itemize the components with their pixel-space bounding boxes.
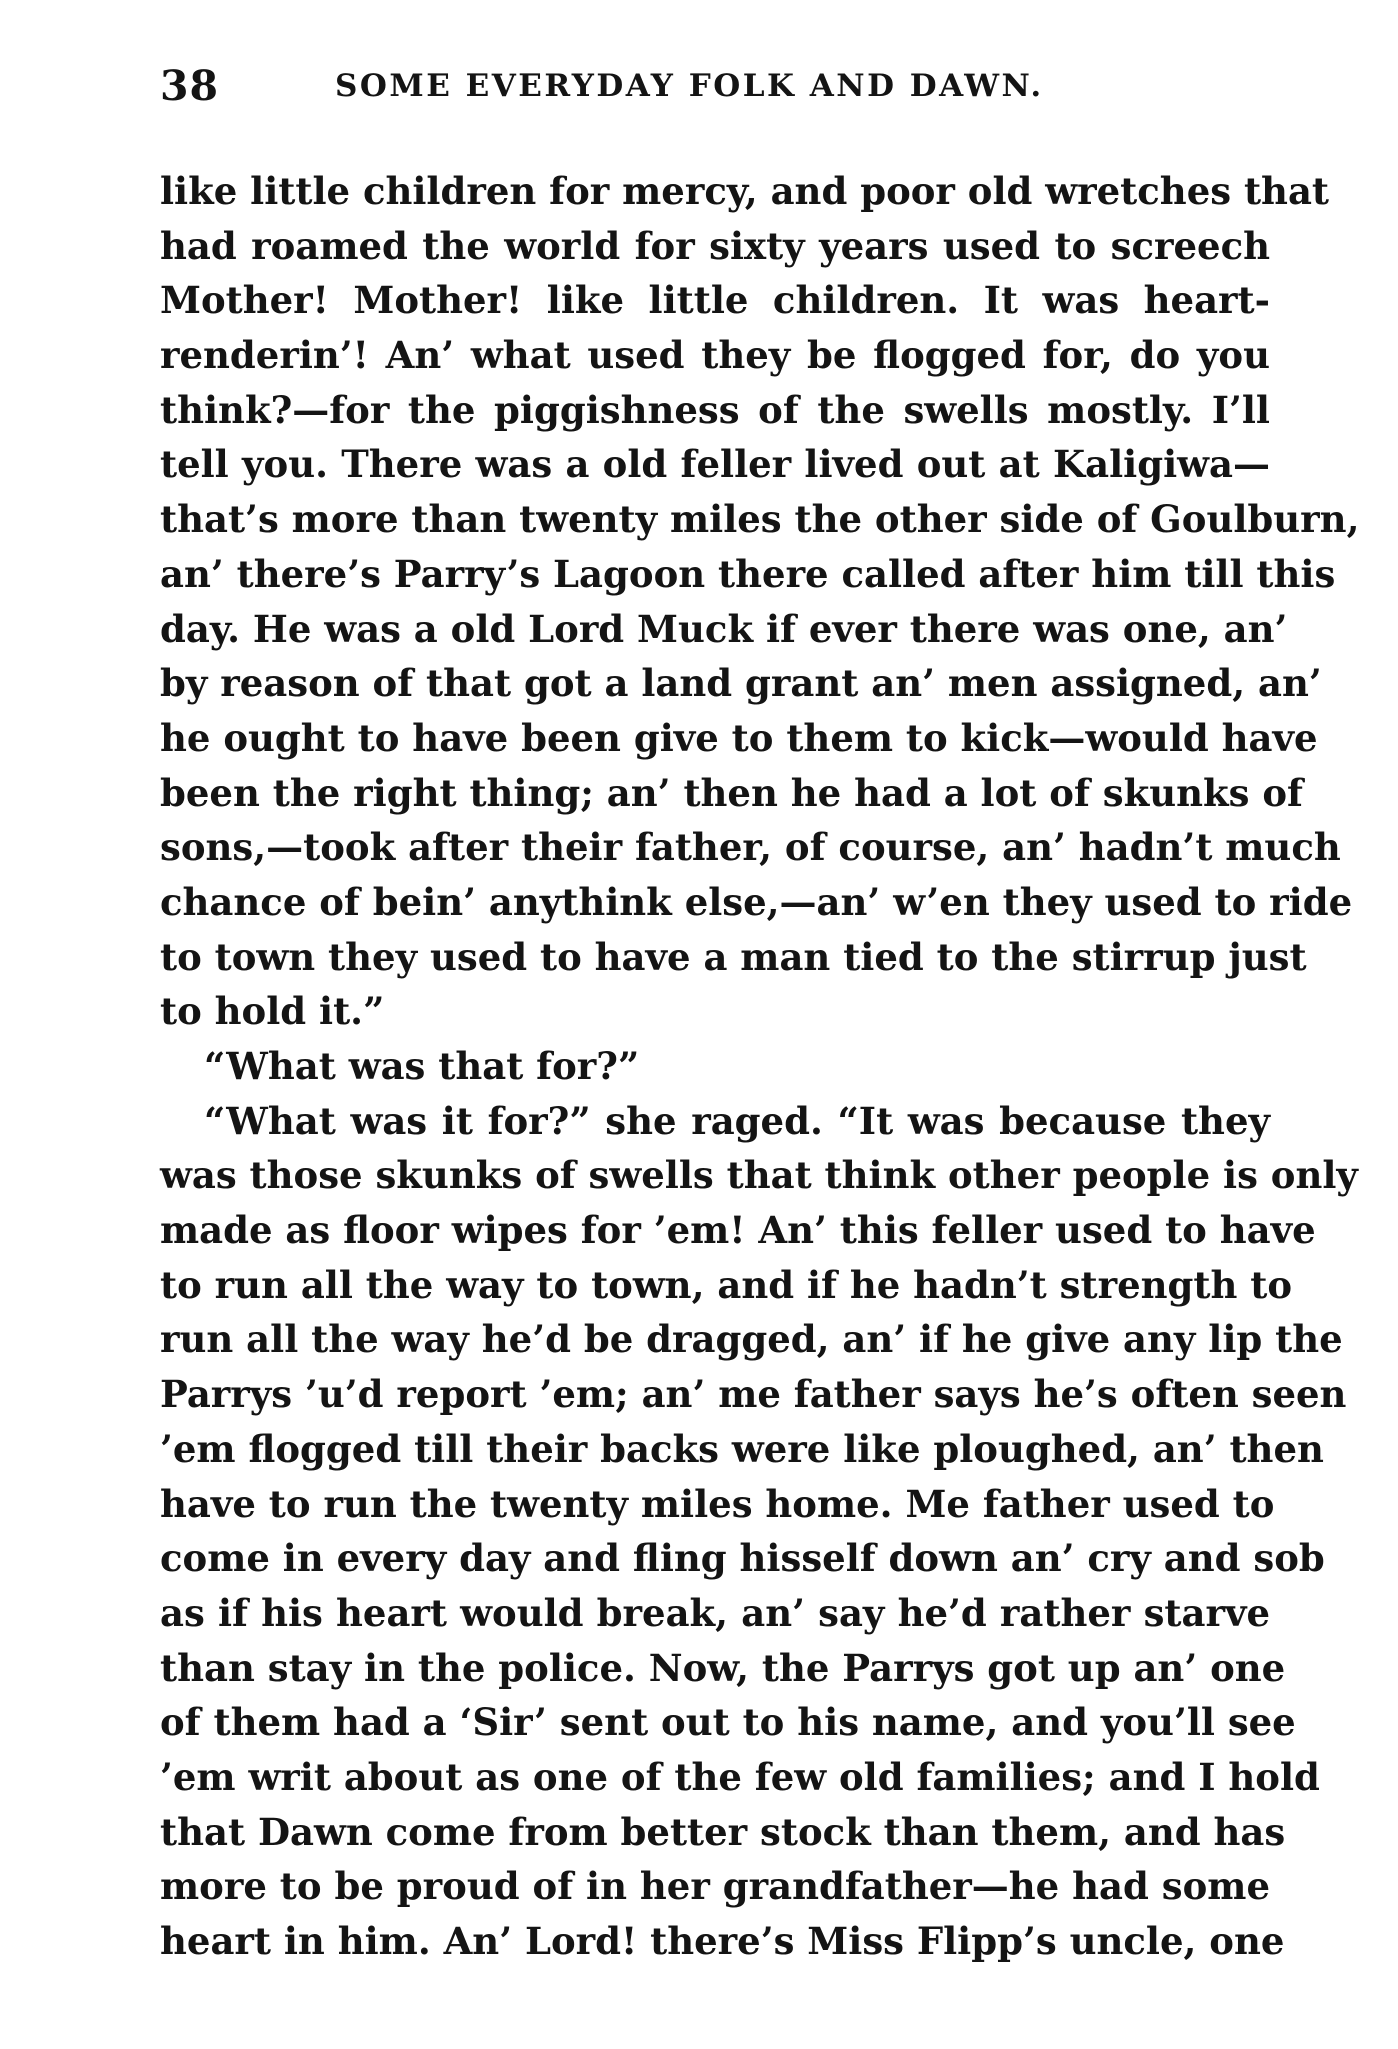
text-line: made as floor wipes for ’em! An’ this feller used to have	[160, 1208, 1316, 1253]
text-line: think?—for the piggishness of the swells mostly. I’ll	[160, 387, 1270, 432]
page-number: 38	[160, 62, 220, 110]
text-line: that Dawn come from better stock than them, and has	[160, 1809, 1286, 1854]
text-line: had roamed the world for sixty years used to screech	[160, 223, 1270, 268]
text-line: sons,—took after their father, of course, an’ hadn’t much	[160, 825, 1341, 870]
page-header	[160, 62, 1270, 122]
text-line: that’s more than twenty miles the other side of Goulburn,	[160, 497, 1360, 542]
text-line: chance of bein’ anythink else,—an’ w’en they used to ride	[160, 879, 1353, 924]
text-line: “What was that for?”	[204, 1044, 640, 1088]
text-line: renderin’! An’ what used they be flogged for, do you	[160, 333, 1270, 378]
text-line: of them had a ‘Sir’ sent out to his name, and you’ll see	[160, 1700, 1296, 1745]
text-line: run all the way he’d be dragged, an’ if he give any lip the	[160, 1317, 1343, 1362]
text-line: to town they used to have a man tied to the stirrup just	[160, 934, 1307, 979]
text-line: tell you. There was a old feller lived out at Kaligiwa—	[160, 442, 1270, 487]
running-title: SOME EVERYDAY FOLK AND DAWN.	[335, 68, 1044, 104]
text-line: to hold it.”	[160, 989, 385, 1034]
text-line: as if his heart would break, an’ say he’d rather starve	[160, 1590, 1270, 1635]
text-line: heart in him. An’ Lord! there’s Miss Flipp’s uncle, one	[160, 1919, 1285, 1963]
text-line: come in every day and fling hisself down an’ cry and sob	[160, 1536, 1325, 1581]
text-line: more to be proud of in her grandfather—he had some	[160, 1864, 1270, 1909]
text-line: was those skunks of swells that think other people is only	[160, 1153, 1358, 1198]
text-line: an’ there’s Parry’s Lagoon there called after him till this	[160, 551, 1336, 596]
body-text	[160, 164, 1360, 1969]
text-line: day. He was a old Lord Muck if ever there was one, an’	[160, 606, 1288, 651]
text-line: Mother! Mother! like little children. It was heart-	[160, 278, 1270, 323]
text-line: he ought to have been give to them to kick—would have	[160, 715, 1318, 760]
text-line: like little children for mercy, and poor old wretches that	[160, 169, 1330, 213]
text-line: been the right thing; an’ then he had a lot of skunks of	[160, 770, 1303, 815]
text-line: to run all the way to town, and if he hadn’t strength to	[160, 1262, 1293, 1307]
text-line: by reason of that got a land grant an’ men assigned, an’	[160, 661, 1322, 706]
text-line: “What was it for?” she raged. “It was because they	[204, 1098, 1270, 1143]
text-line: ’em flogged till their backs were like ploughed, an’ then	[160, 1426, 1324, 1471]
text-line: have to run the twenty miles home. Me father used to	[160, 1481, 1275, 1526]
text-line: ’em writ about as one of the few old families; and I hold	[160, 1754, 1320, 1799]
text-line: than stay in the police. Now, the Parrys got up an’ one	[160, 1645, 1286, 1690]
text-line: Parrys ’u’d report ’em; an’ me father says he’s often seen	[160, 1372, 1347, 1417]
